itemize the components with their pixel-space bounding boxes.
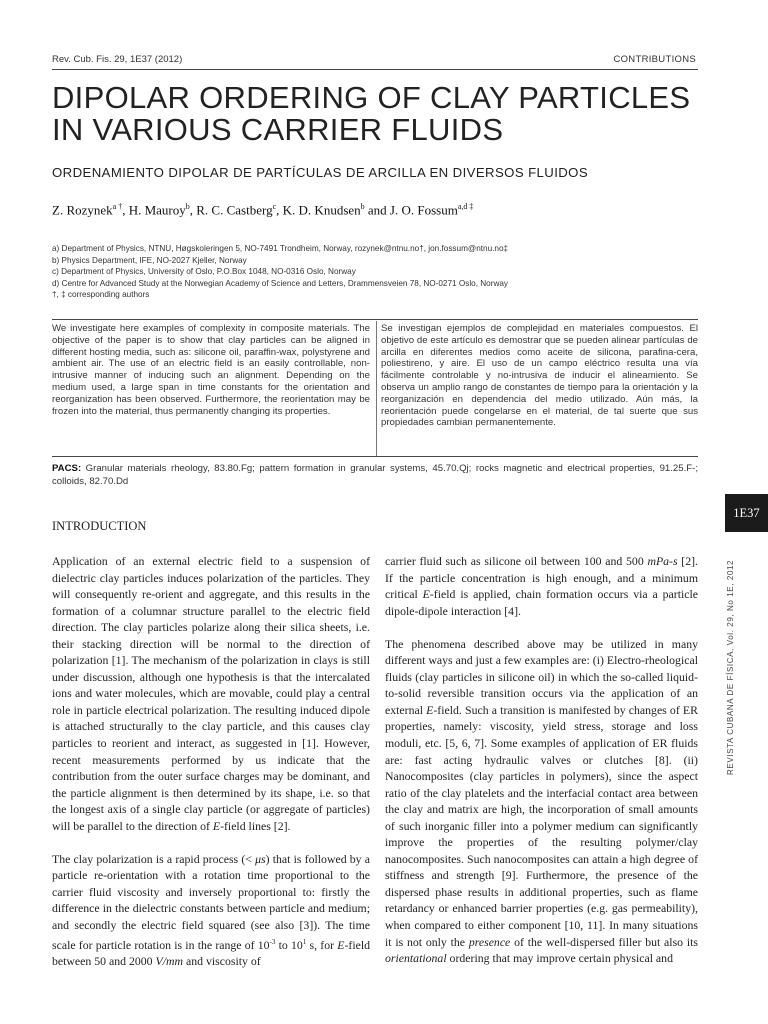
author-affil: a,d ‡ xyxy=(457,202,474,211)
text-run: [2]. If the particle concentration is high enough, and a minimum critical xyxy=(385,554,699,602)
author-name: Z. Rozynek xyxy=(52,202,113,218)
paragraph xyxy=(52,553,370,834)
author-affil: a † xyxy=(112,202,123,211)
pacs-text: Granular materials rheology, 83.80.Fg; pattern formation in granular systems, 45.70.Qj; rocks magnetic and electrical properties, 91.25.F-; colloids, 82.70.Dd xyxy=(52,463,698,487)
italic-run: E xyxy=(422,587,430,602)
text-run: Application of an external electric field to a suspension of dielectric clay particles induces polarization of the particles. They will consequently re-orient and aggregate, and this results in the formation of a columnar structure parallel to the electric field direction. The clay particles polarize along their silica sheets, i.e. their stacking direction will be normal to the direction of polarization [1]. The mechanism of the polarization in clays is still under discussion, although one hypothesis is that the intercalated ions and water molecules, which are movable, could play a central role in particle electrical polarization. The resulting induced dipole is attached structurally to the clay particle, and this causes clay particles to reorient and interact, as suggested in [1]. However, recent measurements performed by us indicate that the contribution from the outer surface charges may be dominant, and the particle alignment is then determined by its shape, i.e. so that the longest axis of a single clay particle (or aggregate of particles) will be parallel to the direction of xyxy=(52,554,370,833)
paper-title xyxy=(52,82,712,146)
section-label: CONTRIBUTIONS xyxy=(613,54,696,65)
text-run: The phenomena described above may be utilized in many different ways and just a few examples are: (i) Electro-rheological fluids (clay particles in silicone oil) in which the so-called liquid-to-solid reversible transition occurs via the application of an external xyxy=(385,636,698,717)
body-column-left xyxy=(52,553,370,986)
italic-run: orientational xyxy=(385,951,447,966)
journal-side-label: REVISTA CUBANA DE FÍSICA, Vol. 29, No 1E, 2012 xyxy=(726,559,735,775)
text-run: -field lines [2]. xyxy=(220,818,291,833)
italic-run: presence xyxy=(468,934,511,949)
italic-run: E xyxy=(337,937,345,952)
abstract-top-rule xyxy=(52,319,698,320)
abstract-bottom-rule xyxy=(52,456,698,457)
text-run: The clay polarization is a rapid process (< xyxy=(52,851,256,866)
author-name: , H. Mauroy xyxy=(122,202,186,218)
header-rule xyxy=(52,69,698,70)
author-name: , K. D. Knudsen xyxy=(276,202,361,218)
italic-run: V/mm xyxy=(155,954,184,968)
author-list xyxy=(52,202,712,218)
abstract-column-divider xyxy=(376,321,377,456)
italic-run: E xyxy=(212,818,221,833)
affiliation-line: b) Physics Department, IFE, NO-2027 Kjeller, Norway xyxy=(52,255,247,265)
text-run: and viscosity of xyxy=(183,954,261,968)
text-run: ordering that may improve certain physical and xyxy=(446,951,673,966)
paper-subtitle: ORDENAMIENTO DIPOLAR DE PARTÍCULAS DE ARCILLA EN DIVERSOS FLUIDOS xyxy=(52,165,589,180)
affiliation-line: a) Department of Physics, NTNU, Høgskoleringen 5, NO-7491 Trondheim, Norway, rozynek@ntnu.no†, jon.fossum@ntnu.no‡ xyxy=(52,244,509,253)
superscript: -3 xyxy=(269,937,276,946)
paragraph xyxy=(385,636,698,967)
text-run: to 10 xyxy=(275,937,303,952)
text-run: -field. Such a transition is manifested by changes of ER properties, namely: viscosity, yield stress, storage and loss moduli, etc. [5, 6, 7]. Some examples of application of ER fluids are: fast acting hydraulic valves or clutches [8]. (ii) Nanocomposites (clay particles in polymers), since the aspect ratio of the clay platelets and the interfacial contact area between the clay and matrix are high, the incorporation of small amounts of such inorganic filler into a polymer medium can significantly improve the properties of the resulting polymer/clay nanocomposites. Such nanocomposites can attain a high degree of stiffness and strength [9]. Furthermore, the presence of the dispersed phase results in additional properties, such as flame retardancy or enhanced barrier properties (e.g. gas permeability), when compared to either component [10, 11]. In many situations it is not only the xyxy=(385,702,698,949)
affiliation-line: c) Department of Physics, University of Oslo, P.O.Box 1048, NO-0316 Oslo, Norway xyxy=(52,267,356,276)
author-affil: b xyxy=(185,202,190,211)
text-run: carrier fluid such as silicone oil between 100 and 500 xyxy=(385,554,648,568)
italic-run: E xyxy=(426,702,434,717)
text-run: -field between 50 and 2000 xyxy=(52,937,371,968)
text-run: -field is applied, chain formation occurs via a particle dipole-dipole interaction [4]. xyxy=(385,587,698,618)
author-name: , R. C. Castberg xyxy=(189,202,273,218)
paragraph xyxy=(52,851,370,970)
author-affil: c xyxy=(272,202,277,211)
title-line-2: IN VARIOUS CARRIER FLUIDS xyxy=(52,112,504,147)
author-name: and J. O. Fossum xyxy=(364,202,458,218)
italic-run: mPa-s xyxy=(647,554,678,568)
affiliations xyxy=(52,243,702,301)
abstract-spanish: Se investigan ejemplos de complejidad en materiales compuestos. El objetivo de este artículo es demostrar que se pueden alinear partículas de arcilla en diferentes medios como aceite de silicona, parafina-cera, poliestireno, y aire. El uso de un campo eléctrico resulta una vía fácilmente controlable y no-intrusiva de inducir el alineamiento. Se observa un amplio rango de constantes de tiempo para la orientación y la reorganización en dependencia del medio utilizado. Aún más, la reorientación puede congelarse en el material, de tal suerte que sus propiedades cambian permanentemente. xyxy=(381,323,698,429)
author-affil: b xyxy=(360,202,365,211)
pacs-codes xyxy=(52,463,698,488)
abstract-english: We investigate here examples of complexity in composite materials. The objective of the paper is to show that clay particles can be aligned in different hosting media, such as: silicone oil, paraffin-wax, polystyrene and ambient air. The use of an electric field is an easily controllable, non-intrusive manner of inducing such an alignment. Depending on the medium used, a large span in time constants for the orientation and reorganization has been observed. Furthermore, the reorientation may be frozen into the material, thus permanently changing its properties. xyxy=(52,323,370,417)
text-run: of the well-dispersed filler but also its xyxy=(510,934,698,949)
page-number-badge: 1E37 xyxy=(725,494,768,532)
journal-citation: Rev. Cub. Fis. 29, 1E37 (2012) xyxy=(52,54,183,65)
superscript: 1 xyxy=(302,937,307,946)
title-line-1: DIPOLAR ORDERING OF CLAY PARTICLES xyxy=(52,80,691,115)
pacs-label: PACS: xyxy=(52,463,82,474)
section-heading: INTRODUCTION xyxy=(52,519,147,533)
body-column-right xyxy=(385,553,698,983)
italic-run: μs xyxy=(255,851,266,866)
affiliation-line: †, ‡ corresponding authors xyxy=(52,290,150,299)
affiliation-line: d) Centre for Advanced Study at the Norwegian Academy of Science and Letters, Drammensveien 78, NO-0271 Oslo, Norway xyxy=(52,278,508,288)
text-run: s, for xyxy=(306,937,338,952)
text-run: ) that is followed by a particle re-orientation with a rotation time proportional to the carrier fluid viscosity and inversely proportional to: firstly the difference in the dielectric constants between particle and medium; and secondly the electric field squared (see also [3]). The time scale for particle rotation is in the range of 10 xyxy=(52,851,370,952)
paragraph xyxy=(385,553,698,619)
